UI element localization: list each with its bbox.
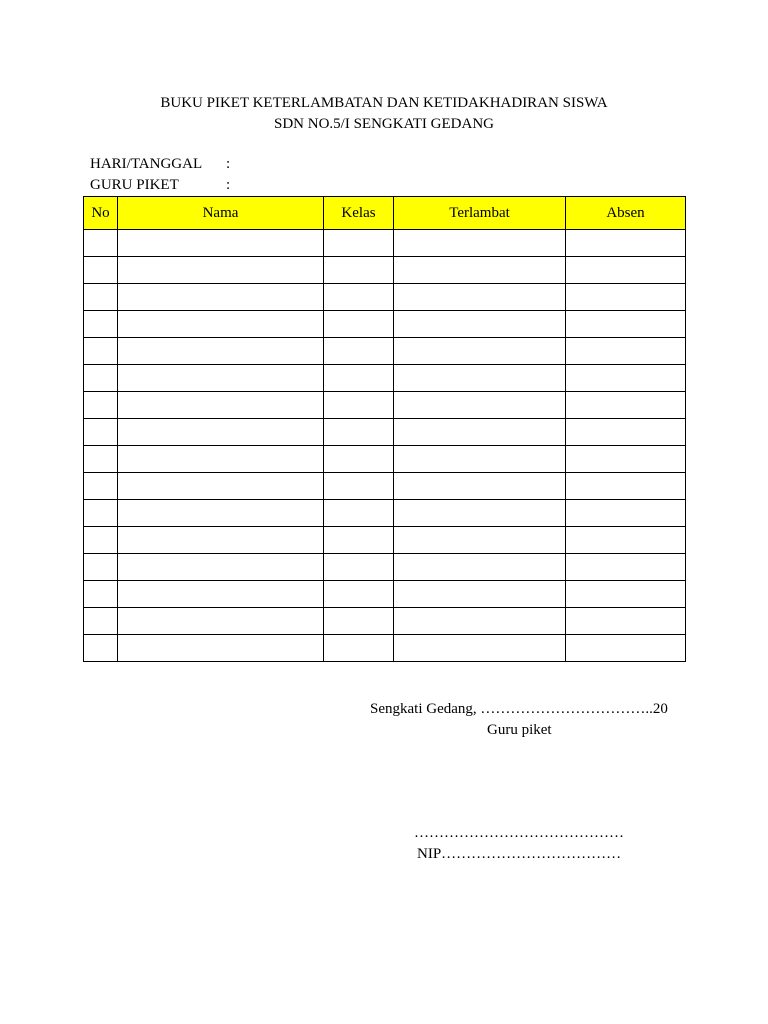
table-cell <box>324 257 394 284</box>
table-row <box>84 554 686 581</box>
table-cell <box>118 419 324 446</box>
table-cell <box>394 608 566 635</box>
table-cell <box>84 527 118 554</box>
hari-tanggal-label: HARI/TANGGAL <box>90 156 203 172</box>
table-cell <box>566 419 686 446</box>
table-cell <box>394 419 566 446</box>
table-cell <box>324 608 394 635</box>
table-row <box>84 608 686 635</box>
table-cell <box>324 446 394 473</box>
table-cell <box>566 365 686 392</box>
table-cell <box>324 500 394 527</box>
table-cell <box>566 257 686 284</box>
table-cell <box>118 581 324 608</box>
table-cell <box>324 473 394 500</box>
table-cell <box>84 257 118 284</box>
table-cell <box>394 473 566 500</box>
table-cell <box>566 608 686 635</box>
table-cell <box>394 257 566 284</box>
table-cell <box>118 257 324 284</box>
table-cell <box>566 311 686 338</box>
table-cell <box>118 365 324 392</box>
table-row <box>84 392 686 419</box>
signature-name-line: …………………………………… <box>414 825 624 841</box>
table-cell <box>84 608 118 635</box>
table-cell <box>394 500 566 527</box>
guru-piket-label: GURU PIKET <box>90 177 179 193</box>
signature-role: Guru piket <box>487 722 552 738</box>
table-cell <box>84 581 118 608</box>
table-cell <box>324 554 394 581</box>
table-cell <box>84 230 118 257</box>
table-cell <box>394 284 566 311</box>
table-cell <box>324 419 394 446</box>
table-cell <box>84 635 118 662</box>
table-cell <box>324 311 394 338</box>
table-cell <box>324 230 394 257</box>
table-cell <box>118 311 324 338</box>
table-cell <box>324 365 394 392</box>
guru-piket-colon: : <box>226 177 231 193</box>
table-cell <box>324 392 394 419</box>
table-cell <box>566 338 686 365</box>
table-cell <box>566 284 686 311</box>
table-cell <box>84 311 118 338</box>
column-header-kelas: Kelas <box>324 197 394 230</box>
table-cell <box>394 554 566 581</box>
table-cell <box>566 554 686 581</box>
table-cell <box>118 446 324 473</box>
table-cell <box>394 311 566 338</box>
document-title: BUKU PIKET KETERLAMBATAN DAN KETIDAKHADIRAN SISWA <box>160 95 608 111</box>
table-row <box>84 257 686 284</box>
table-row <box>84 581 686 608</box>
table-header-row <box>84 197 686 230</box>
table-cell <box>566 392 686 419</box>
table-cell <box>118 473 324 500</box>
table-cell <box>394 446 566 473</box>
guru-piket-field <box>90 175 230 195</box>
table-cell <box>394 581 566 608</box>
table-cell <box>118 230 324 257</box>
table-cell <box>118 527 324 554</box>
table-cell <box>324 284 394 311</box>
table-cell <box>324 527 394 554</box>
table-cell <box>566 581 686 608</box>
table-cell <box>394 338 566 365</box>
table-row <box>84 311 686 338</box>
table-row <box>84 365 686 392</box>
table-cell <box>84 473 118 500</box>
table-cell <box>84 338 118 365</box>
table-row <box>84 500 686 527</box>
table-cell <box>118 338 324 365</box>
table-row <box>84 446 686 473</box>
table-cell <box>84 500 118 527</box>
table-cell <box>394 392 566 419</box>
table-cell <box>118 554 324 581</box>
table-cell <box>394 635 566 662</box>
table-cell <box>566 635 686 662</box>
signature-place-date: Sengkati Gedang, ……………………………..20 <box>370 701 668 717</box>
table-cell <box>566 473 686 500</box>
table-cell <box>118 392 324 419</box>
table-cell <box>324 581 394 608</box>
table-body <box>84 230 686 662</box>
table-cell <box>84 392 118 419</box>
column-header-terlambat: Terlambat <box>394 197 566 230</box>
table-cell <box>84 284 118 311</box>
column-header-no: No <box>84 197 118 230</box>
table-row <box>84 230 686 257</box>
table-cell <box>566 527 686 554</box>
table-cell <box>84 419 118 446</box>
table-row <box>84 473 686 500</box>
table-cell <box>118 608 324 635</box>
table-cell <box>118 284 324 311</box>
table-cell <box>84 365 118 392</box>
column-header-nama: Nama <box>118 197 324 230</box>
table-cell <box>324 338 394 365</box>
table-cell <box>566 500 686 527</box>
table-cell <box>394 230 566 257</box>
table-cell <box>84 554 118 581</box>
table-cell <box>566 446 686 473</box>
table-row <box>84 284 686 311</box>
hari-tanggal-field <box>90 154 230 174</box>
table-row <box>84 419 686 446</box>
signature-nip: NIP……………………………… <box>417 846 622 862</box>
table-cell <box>118 635 324 662</box>
hari-tanggal-colon: : <box>226 156 231 172</box>
table-row <box>84 635 686 662</box>
table-cell <box>118 500 324 527</box>
table-cell <box>394 527 566 554</box>
column-header-absen: Absen <box>566 197 686 230</box>
table-cell <box>84 446 118 473</box>
table-cell <box>566 230 686 257</box>
table-cell <box>324 635 394 662</box>
attendance-table <box>83 196 686 662</box>
table-row <box>84 527 686 554</box>
table-row <box>84 338 686 365</box>
table-cell <box>394 365 566 392</box>
school-name: SDN NO.5/I SENGKATI GEDANG <box>274 116 494 132</box>
